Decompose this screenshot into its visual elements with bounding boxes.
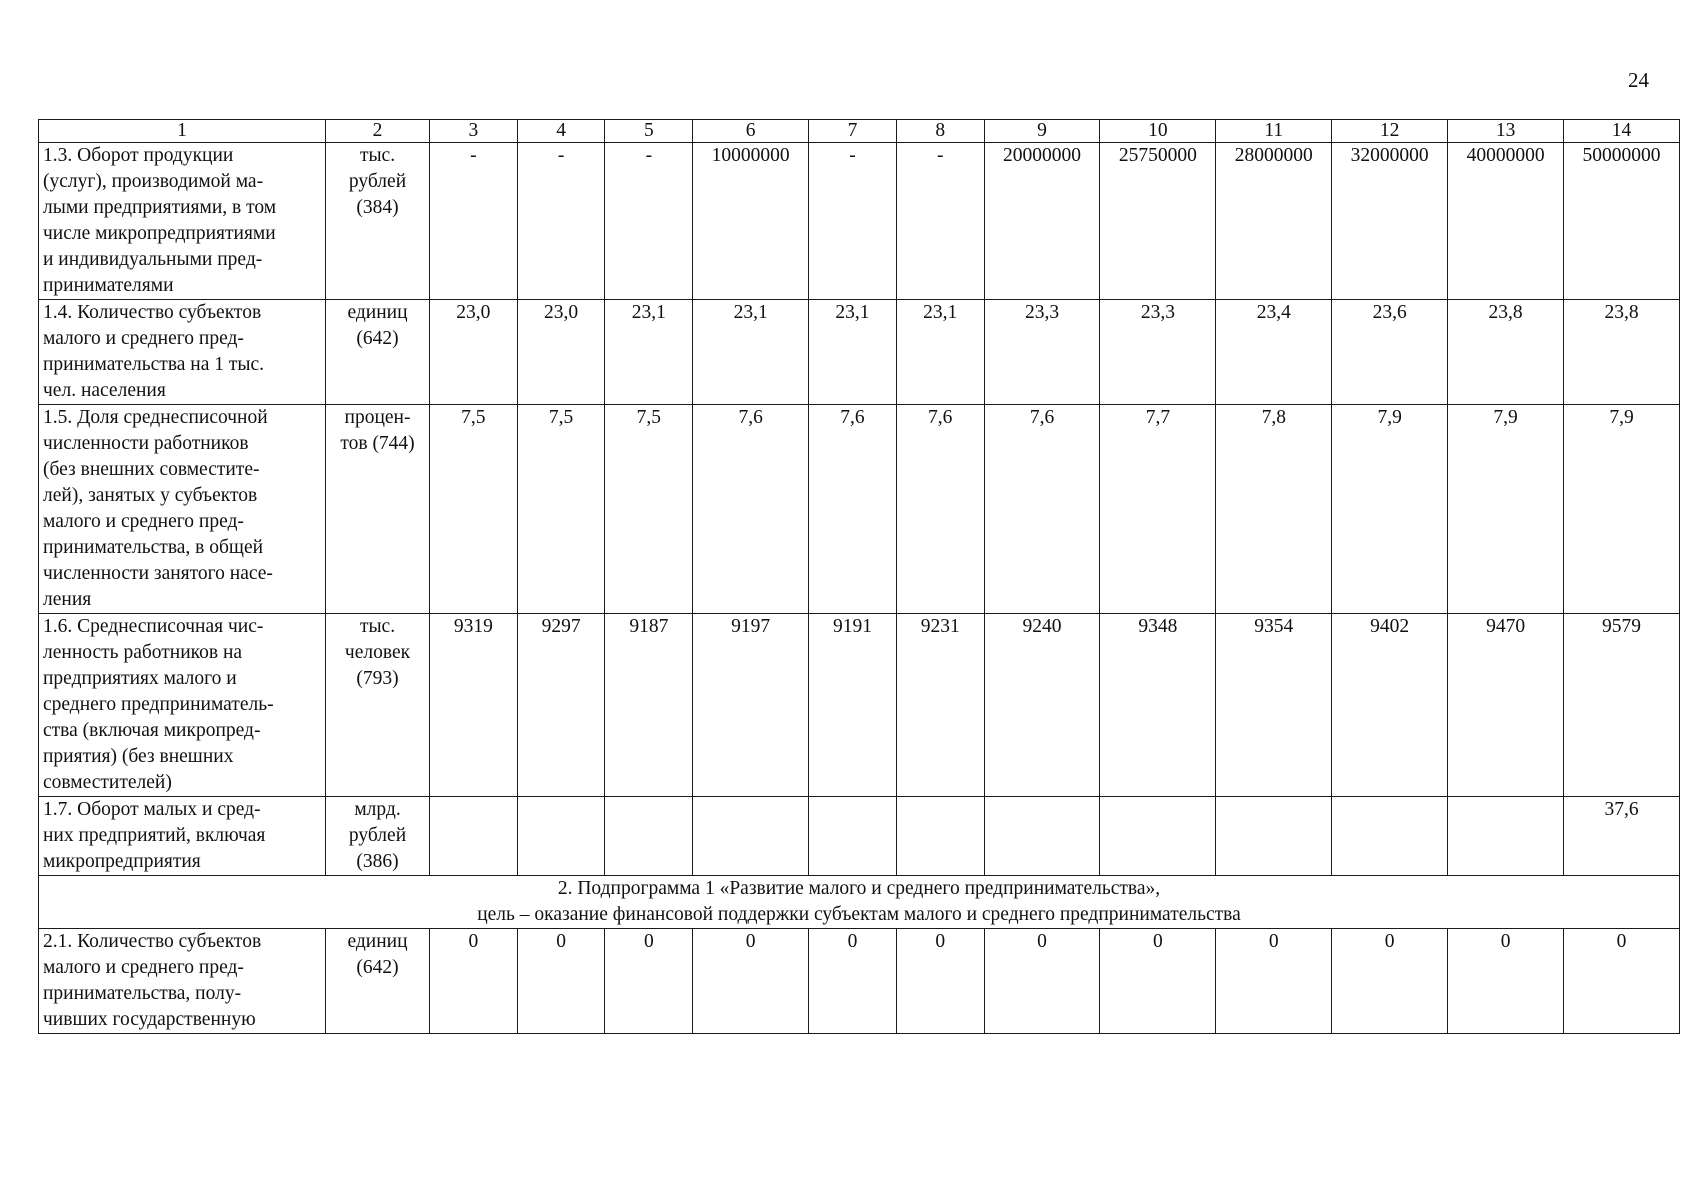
table-row xyxy=(39,614,1680,797)
name-line: 1.3. Оборот продукции xyxy=(43,145,234,166)
unit-line: человек xyxy=(344,642,411,663)
value-cell: 9579 xyxy=(1564,614,1680,797)
name-line: лыми предприятиями, в том xyxy=(43,197,277,218)
unit-cell xyxy=(326,300,430,405)
name-line: (без внешних совместите- xyxy=(43,459,260,480)
unit-line: (386) xyxy=(356,851,399,872)
value-cell: 0 xyxy=(984,929,1100,1034)
name-line: 2.1. Количество субъектов xyxy=(43,931,262,952)
unit-line: млрд. xyxy=(354,799,401,820)
unit-line: (384) xyxy=(356,197,399,218)
unit-line: (793) xyxy=(356,668,399,689)
name-line: предприятиях малого и xyxy=(43,668,237,689)
section-goal: цель – оказание финансовой поддержки субъектам малого и среднего предпринимательства xyxy=(477,904,1241,925)
value-cell: 7,7 xyxy=(1100,405,1216,614)
unit-cell xyxy=(326,405,430,614)
value-cell: 23,1 xyxy=(809,300,897,405)
header-cell: 10 xyxy=(1100,120,1216,143)
value-cell: - xyxy=(605,143,693,300)
value-cell: 23,6 xyxy=(1332,300,1448,405)
name-line: ства (включая микропред- xyxy=(43,720,261,741)
value-cell: 23,3 xyxy=(984,300,1100,405)
value-cell: - xyxy=(517,143,605,300)
unit-cell xyxy=(326,797,430,876)
unit-line: рублей xyxy=(348,171,407,192)
name-line: численности занятого насе- xyxy=(43,563,273,584)
value-cell: 0 xyxy=(430,929,518,1034)
name-line: принимательства на 1 тыс. xyxy=(43,354,265,375)
page-number: 24 xyxy=(1628,68,1649,92)
header-cell: 6 xyxy=(693,120,809,143)
unit-line: (642) xyxy=(356,328,399,349)
table-row xyxy=(39,300,1680,405)
name-line: совместителей) xyxy=(43,772,172,793)
header-cell: 4 xyxy=(517,120,605,143)
unit-line: тыс. xyxy=(359,616,396,637)
value-cell: 7,6 xyxy=(984,405,1100,614)
header-cell: 14 xyxy=(1564,120,1680,143)
value-cell: 7,9 xyxy=(1448,405,1564,614)
unit-cell xyxy=(326,614,430,797)
unit-line: единиц xyxy=(347,302,408,323)
value-cell xyxy=(1216,797,1332,876)
value-cell: 7,6 xyxy=(896,405,984,614)
name-line: приятия) (без внешних xyxy=(43,746,234,767)
name-line: (услуг), производимой ма- xyxy=(43,171,264,192)
section-heading xyxy=(39,876,1680,929)
name-line: чел. населения xyxy=(43,380,166,401)
table-row xyxy=(39,929,1680,1034)
header-cell: 1 xyxy=(39,120,326,143)
name-line: малого и среднего пред- xyxy=(43,511,244,532)
header-cell: 5 xyxy=(605,120,693,143)
indicator-name xyxy=(39,300,326,405)
value-cell xyxy=(605,797,693,876)
value-cell: 7,9 xyxy=(1332,405,1448,614)
unit-line: (642) xyxy=(356,957,399,978)
value-cell: 9187 xyxy=(605,614,693,797)
value-cell: 7,9 xyxy=(1564,405,1680,614)
value-cell: 0 xyxy=(1100,929,1216,1034)
value-cell: 10000000 xyxy=(693,143,809,300)
unit-line: процен- xyxy=(344,407,411,428)
value-cell xyxy=(517,797,605,876)
value-cell: 9197 xyxy=(693,614,809,797)
unit-cell xyxy=(326,929,430,1034)
value-cell: 23,3 xyxy=(1100,300,1216,405)
value-cell xyxy=(896,797,984,876)
value-cell: 9297 xyxy=(517,614,605,797)
name-line: 1.5. Доля среднесписочной xyxy=(43,407,268,428)
header-cell: 13 xyxy=(1448,120,1564,143)
name-line: числе микропредприятиями xyxy=(43,223,276,244)
unit-cell xyxy=(326,143,430,300)
section-row xyxy=(39,876,1680,929)
value-cell xyxy=(809,797,897,876)
unit-line: тов (744) xyxy=(340,433,415,454)
unit-line: единиц xyxy=(347,931,408,952)
value-cell: 7,6 xyxy=(693,405,809,614)
name-line: лей), занятых у субъектов xyxy=(43,485,258,506)
value-cell: 50000000 xyxy=(1564,143,1680,300)
value-cell: 23,8 xyxy=(1564,300,1680,405)
value-cell: 7,5 xyxy=(430,405,518,614)
value-cell: 0 xyxy=(517,929,605,1034)
header-cell: 7 xyxy=(809,120,897,143)
header-cell: 2 xyxy=(326,120,430,143)
value-cell: 0 xyxy=(809,929,897,1034)
value-cell: 23,0 xyxy=(517,300,605,405)
indicator-name xyxy=(39,614,326,797)
table-row xyxy=(39,797,1680,876)
value-cell: 37,6 xyxy=(1564,797,1680,876)
value-cell: 9354 xyxy=(1216,614,1332,797)
value-cell: 23,1 xyxy=(693,300,809,405)
name-line: принимателями xyxy=(43,275,174,296)
name-line: и индивидуальными пред- xyxy=(43,249,263,270)
name-line: чивших государственную xyxy=(43,1009,256,1030)
value-cell xyxy=(430,797,518,876)
value-cell: 9470 xyxy=(1448,614,1564,797)
value-cell: 0 xyxy=(1216,929,1332,1034)
name-line: малого и среднего пред- xyxy=(43,957,244,978)
table-row xyxy=(39,405,1680,614)
value-cell: 9348 xyxy=(1100,614,1216,797)
value-cell xyxy=(693,797,809,876)
header-cell: 11 xyxy=(1216,120,1332,143)
value-cell: 7,5 xyxy=(517,405,605,614)
section-title: 2. Подпрограмма 1 «Развитие малого и среднего предпринимательства», xyxy=(557,878,1161,899)
name-line: 1.6. Среднесписочная чис- xyxy=(43,616,264,637)
header-cell: 8 xyxy=(896,120,984,143)
value-cell: 20000000 xyxy=(984,143,1100,300)
value-cell: 0 xyxy=(1448,929,1564,1034)
value-cell xyxy=(984,797,1100,876)
value-cell: - xyxy=(896,143,984,300)
value-cell: 9402 xyxy=(1332,614,1448,797)
value-cell: 23,8 xyxy=(1448,300,1564,405)
value-cell: 40000000 xyxy=(1448,143,1564,300)
header-cell: 12 xyxy=(1332,120,1448,143)
name-line: ленность работников на xyxy=(43,642,243,663)
indicator-name xyxy=(39,143,326,300)
name-line: них предприятий, включая xyxy=(43,825,266,846)
value-cell xyxy=(1448,797,1564,876)
name-line: микропредприятия xyxy=(43,851,201,872)
header-row xyxy=(39,120,1680,143)
value-cell: 25750000 xyxy=(1100,143,1216,300)
value-cell: 0 xyxy=(1332,929,1448,1034)
header-cell: 9 xyxy=(984,120,1100,143)
value-cell: - xyxy=(809,143,897,300)
value-cell xyxy=(1100,797,1216,876)
value-cell: 0 xyxy=(605,929,693,1034)
value-cell: 23,1 xyxy=(896,300,984,405)
value-cell: 23,4 xyxy=(1216,300,1332,405)
unit-line: тыс. xyxy=(359,145,396,166)
name-line: 1.4. Количество субъектов xyxy=(43,302,262,323)
value-cell: - xyxy=(430,143,518,300)
name-line: 1.7. Оборот малых и сред- xyxy=(43,799,261,820)
value-cell: 0 xyxy=(1564,929,1680,1034)
header-cell: 3 xyxy=(430,120,518,143)
value-cell: 7,8 xyxy=(1216,405,1332,614)
indicator-name xyxy=(39,797,326,876)
name-line: среднего предприниматель- xyxy=(43,694,274,715)
value-cell: 9319 xyxy=(430,614,518,797)
value-cell: 9231 xyxy=(896,614,984,797)
indicator-name xyxy=(39,405,326,614)
indicators-table xyxy=(38,119,1680,1034)
value-cell: 0 xyxy=(896,929,984,1034)
value-cell: 7,5 xyxy=(605,405,693,614)
name-line: принимательства, в общей xyxy=(43,537,264,558)
table-row xyxy=(39,143,1680,300)
value-cell: 23,1 xyxy=(605,300,693,405)
value-cell xyxy=(1332,797,1448,876)
name-line: принимательства, полу- xyxy=(43,983,242,1004)
unit-line: рублей xyxy=(348,825,407,846)
value-cell: 7,6 xyxy=(809,405,897,614)
value-cell: 23,0 xyxy=(430,300,518,405)
value-cell: 9191 xyxy=(809,614,897,797)
value-cell: 32000000 xyxy=(1332,143,1448,300)
value-cell: 9240 xyxy=(984,614,1100,797)
name-line: малого и среднего пред- xyxy=(43,328,244,349)
name-line: ления xyxy=(43,589,92,610)
indicator-name xyxy=(39,929,326,1034)
value-cell: 0 xyxy=(693,929,809,1034)
name-line: численности работников xyxy=(43,433,249,454)
value-cell: 28000000 xyxy=(1216,143,1332,300)
